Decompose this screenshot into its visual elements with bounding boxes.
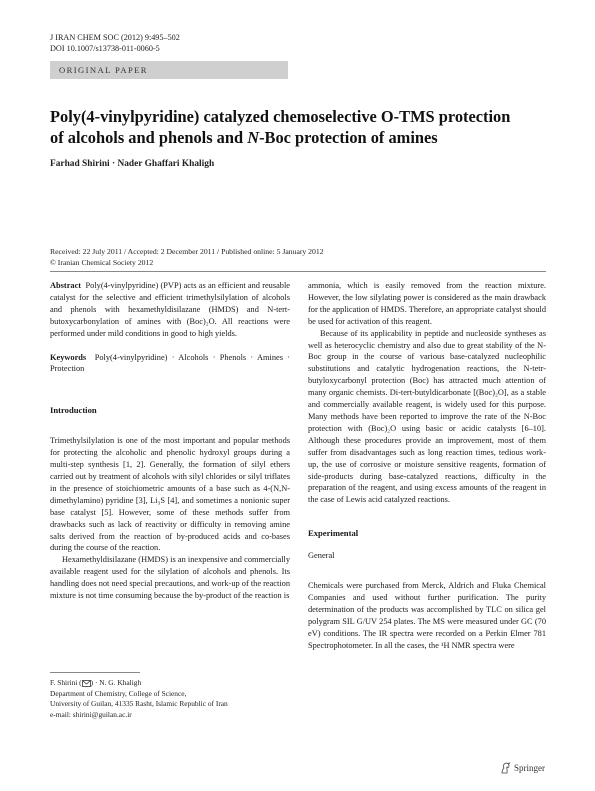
- introduction-heading: Introduction: [50, 405, 97, 416]
- journal-reference: [50, 32, 180, 54]
- article-type-banner: ORIGINAL PAPER: [50, 61, 288, 79]
- copyright: © Iranian Chemical Society 2012: [50, 258, 154, 267]
- introduction-paragraph-1: Trimethylsilylation is one of the most important and popular methods for protecting the alcoholic and phenolic hydroxyl groups during a multi-step synthesis [1, 2]. Generally, the formation of silyl ethers carried out by treatment of alcohols with silyl chlorides or silyl triflates in the presence of stoichiometric amounts of a base such as 4-(N,N-dimethylamino) pyridine [3], Li₃S [4], and sometimes a nonionic super base catalyst [5]. However, some of these methods suffer from drawbacks such as lack of reactivity or difficulty in removing amine salts derived from the reaction of by-produced acids and co-bases during the course of the reaction.: [50, 436, 290, 553]
- experimental-paragraph-1: Chemicals were purchased from Merck, Aldrich and Fluka Chemical Companies and used without further purification. The purity determination of the products was accomplished by TLC on silica gel polygram SIL G/UV 254 plates. The MS were measured under GC (70 eV) conditions. The IR spectra were recorded on a Perkin Elmer 781 Spectrophotometer. In all the cases, the ¹H NMR spectra were: [308, 581, 546, 650]
- keywords-label: Keywords: [50, 352, 87, 362]
- divider: [50, 271, 546, 272]
- university: University of Guilan, 41335 Rasht, Islamic Republic of Iran: [50, 699, 228, 708]
- footnote-divider: [50, 672, 140, 673]
- publisher-logo: [500, 762, 545, 774]
- abstract-text: Poly(4-vinylpyridine) (PVP) acts as an efficient and reusable catalyst for the selective and efficient trimethylsilylation of alcohols and phenols with hexamethyldisilazane (HMDS) and N-tert-butoxycarbonylation of amines with (Boc)₂O. All reactions were performed under mild conditions in good to high yields.: [50, 281, 290, 338]
- corresponding-author: F. Shirini ( ) · N. G. Khaligh: [50, 678, 142, 687]
- general-subheading: General: [308, 551, 335, 561]
- title-line-2: of alcohols and phenols and N-Boc protection of amines: [50, 128, 438, 147]
- journal-citation: J IRAN CHEM SOC (2012) 9:495–502: [50, 33, 180, 42]
- department: Department of Chemistry, College of Science,: [50, 688, 187, 698]
- article-title: [50, 106, 550, 148]
- abstract-label: Abstract: [50, 281, 82, 290]
- publisher-name: Springer: [514, 763, 545, 773]
- introduction-paragraph-3: ammonia, which is easily removed from the reaction mixture. However, the low silylating power is considered as the main drawback for the application of HMDS. Therefore, an appropriate catalyst should be used for activation of this reagent.: [308, 281, 546, 326]
- email[interactable]: e-mail: shirini@guilan.ac.ir: [50, 709, 132, 719]
- author-list[interactable]: Farhad Shirini · Nader Ghaffari Khaligh: [50, 159, 215, 169]
- doi[interactable]: DOI 10.1007/s13738-011-0060-5: [50, 44, 160, 53]
- keywords-text: Poly(4-vinylpyridine) · Alcohols · Phenols · Amines · Protection: [50, 352, 290, 374]
- introduction-paragraph-2: Hexamethyldisilazane (HMDS) is an inexpensive and commercially available reagent used for the silylation of alcohols and phenols. Its handling does not need special precautions, and work-up of the reaction mixture is not time consuming because the by-product of the reaction is: [50, 555, 290, 601]
- experimental-heading: Experimental: [308, 528, 359, 539]
- right-column: [308, 280, 546, 651]
- envelope-icon: [82, 680, 91, 687]
- introduction-paragraph-4: Because of its applicability in peptide and nucleoside syntheses as well as heterocyclic chemistry and also due to great stability of the N-Boc group in the course of various base-catalyzed nucleophilic substitutions and catalytic hydrogenation reactions, the N-tetr-butyloxycarbonyl protection (Boc) has attracted much attention of many organic chemists. Di-tert-butyldicarbonate [(Boc)₂O], as a stable and commercially available reagent, is widely used for this purpose. Many methods have been reported to improve the rate of the N-Boc protection with (Boc)₂O using basic or acidic catalysts [6–10]. Although these procedures provide an improvement, most of them suffer from disadvantages such as long reaction times, tedious work-up, the use of corrosive or moisture sensitive reagents, formation of side-products during base-catalyzed reactions, difficulty in the preparation of the reagent, and using excess amounts of the reagent in the case of Lewis acid catalyzed reactions.: [308, 328, 546, 505]
- title-line-1: Poly(4-vinylpyridine) catalyzed chemoselective O-TMS protection: [50, 107, 511, 126]
- author-affiliation: [50, 678, 228, 720]
- publication-history: [50, 246, 324, 268]
- keywords: [50, 352, 290, 376]
- abstract: [50, 280, 290, 340]
- left-column: [50, 280, 290, 602]
- springer-horse-icon: [500, 762, 511, 774]
- history-dates: Received: 22 July 2011 / Accepted: 2 December 2011 / Published online: 5 January 2012: [50, 247, 324, 256]
